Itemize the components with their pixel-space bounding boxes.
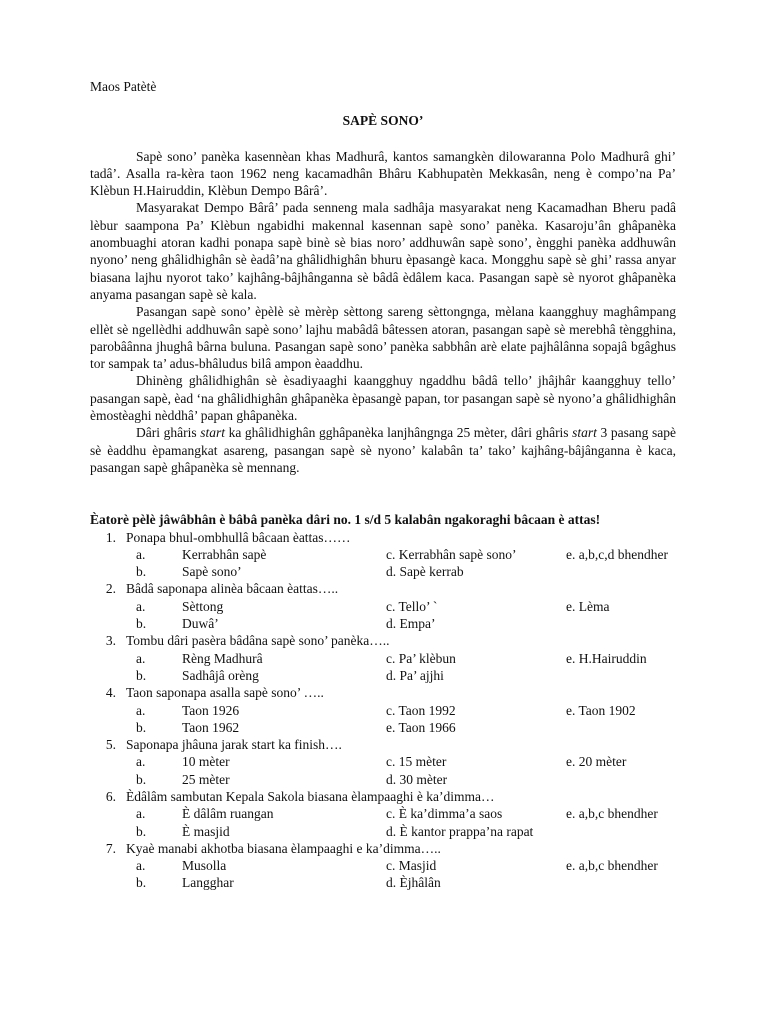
options-row-2 (90, 823, 676, 840)
option-letter: a. (136, 754, 146, 770)
option-c: c. Kerrabhân sapè sono’ (386, 546, 517, 562)
option-d: e. Taon 1966 (386, 719, 456, 735)
option-d: d. Pa’ ajjhi (386, 667, 444, 683)
question-3 (90, 632, 676, 649)
question-text: Èdâlâm sambutan Kepala Sakola biasana èlampaaghi è ka’dimma… (126, 788, 495, 804)
options-row-2 (90, 874, 676, 891)
option-d: d. Èjhâlân (386, 875, 441, 891)
option-letter: a. (136, 650, 146, 666)
paragraph-2: Masyarakat Dempo Bârâ’ pada senneng mala sadhâja masyarakat neng Kacamadhan Bheru padâ lèbur saampona Pa’ Klèbun ngabidhi makennal kasennan sapè sono’ panèka. Kasaroju’ân ghâpanèka anombuaghi atoran kadhi ponapa sapè binè sè bias noro’ addhuwân sapè sono’, èngghi panèka addhuwân nyono’ neng ghâlidhighân sè èadâ’na ghâlidhighân bhuru èpasangè kaca. Mongghu sapè sè ghi’ rassa anyar biasana lajhu nyorot tako’ kajhâng-bâjhânganna sè bâdâ èdâlem kaca. Pasangan sapè sè nyorot ghâpanèka anyama pasangan sapè sè kala. (90, 200, 676, 302)
option-e: e. Taon 1902 (566, 702, 636, 718)
question-text: Bâdâ saponapa alinèa bâcaan èattas….. (126, 581, 339, 597)
document-page (90, 78, 676, 892)
instruction: Èatorè pèlè jâwâbhân è bâbâ panèka dâri no. 1 s/d 5 kalabân ngakoraghi bâcaan è attas! (90, 512, 601, 528)
options-row-1 (90, 805, 676, 822)
paragraph-3: Pasangan sapè sono’ èpèlè sè mèrèp sèttong sareng sèttongnga, mèlana kaangghuy maghâmpang ellèt sè ngellèdhi addhuwân sapè sono’ lajhu mabâdâ bâtessen atoran, pasangan sapè sè merebhâ tèngghina, parobâânna jhughâ bârna buluna. Pasangan sapè sono’ panèka sabbhân arè elate pajhâlânna sopajâ bgâghus tor sampak ta’ adus-bhâludus bilâ ampon èaaddhu. (90, 304, 676, 372)
question-1 (90, 529, 676, 546)
option-b: È masjid (182, 823, 230, 839)
paragraph-4: Dhinèng ghâlidhighân sè èsadiyaaghi kaangghuy ngaddhu bâdâ tello’ jhâjhâr kaangghuy tello’ pasangan sapè, èad ‘na ghâlidhighân ghâpanèka èpasangè papan, tor pasangan sapè sè nyono’a ghâlidhighân èmostèaghi nèddhâ’ papan ghâpanèka. (90, 373, 676, 424)
option-e: e. a,b,c bhendher (566, 806, 658, 822)
option-a: Musolla (182, 858, 227, 874)
option-d: d. È kantor prappa’na rapat (386, 823, 534, 839)
options-row-2 (90, 615, 676, 632)
question-7 (90, 840, 676, 857)
question-text: Ponapa bhul-ombhullâ bâcaan èattas…… (126, 529, 351, 545)
question-number: 1. (105, 529, 116, 545)
option-d: d. Sapè kerrab (386, 564, 464, 580)
option-letter: b. (136, 667, 147, 683)
option-c: c. Masjid (386, 858, 437, 874)
options-row-1 (90, 546, 676, 563)
option-letter: a. (136, 702, 146, 718)
option-e: e. a,b,c bhendher (566, 858, 658, 874)
options-row-2 (90, 719, 676, 736)
option-a: Taon 1926 (182, 702, 240, 718)
option-e: e. Lèma (566, 598, 610, 614)
spacer (90, 476, 676, 493)
paragraph-5 (90, 424, 676, 476)
question-text: Saponapa jhâuna jarak start ka finish…. (126, 737, 342, 753)
option-c: c. 15 mèter (386, 754, 447, 770)
question-text: Taon saponapa asalla sapè sono’ ….. (126, 685, 324, 701)
paragraph-5-mid: ka ghâlidhighân gghâpanèka lanjhângnga 25 mèter, dâri ghâris (224, 425, 573, 441)
option-b: Taon 1962 (182, 719, 240, 735)
options-row-1 (90, 598, 676, 615)
question-number: 3. (105, 633, 116, 649)
option-letter: b. (136, 616, 147, 632)
option-b: Duwâ’ (182, 616, 219, 632)
question-number: 5. (105, 737, 116, 753)
option-e: e. H.Hairuddin (566, 650, 647, 666)
option-e: e. 20 mèter (566, 754, 627, 770)
option-letter: b. (136, 564, 147, 580)
paragraph-1: Sapè sono’ panèka kasennèan khas Madhurâ, kantos samangkèn dilowaranna Polo Madhurâ ghi’ tadâ’. Asalla ra-kèra taon 1962 neng kacamadhân Bhâru Kabhupatèn Mekkasân, neng è compo’na Pa’ Klèbun H.Hairuddin, Klèbun Dempo Bârâ’. (90, 148, 676, 199)
option-letter: a. (136, 806, 146, 822)
question-4 (90, 684, 676, 701)
question-list (90, 529, 676, 892)
option-c: c. Taon 1992 (386, 702, 456, 718)
paragraph-5-em-1: start (200, 425, 225, 441)
question-2 (90, 580, 676, 597)
option-letter: a. (136, 598, 146, 614)
question-number: 4. (105, 685, 116, 701)
options-row-2 (90, 563, 676, 580)
option-b: 25 mèter (182, 771, 230, 787)
author-name: Maos Patètè (90, 79, 157, 94)
options-row-1 (90, 753, 676, 770)
question-number: 6. (105, 788, 116, 804)
paragraph-5-post: 3 pasang sapè sè èaddhu èpamangkat asareng, pasangan sapè sè nyono’ kalabân ta’ tako’ kajhâng-bâjânganna è kaca, pasangan sapè ghâpanèka sè mennang. (90, 425, 676, 475)
options-row-1 (90, 702, 676, 719)
option-letter: a. (136, 546, 146, 562)
question-5 (90, 736, 676, 753)
question-number: 2. (105, 581, 116, 597)
option-letter: b. (136, 771, 147, 787)
option-b: Sapè sono’ (182, 564, 242, 580)
options-row-2 (90, 667, 676, 684)
option-b: Sadhâjâ orèng (182, 667, 259, 683)
option-d: d. Empa’ (386, 616, 436, 632)
options-row-2 (90, 771, 676, 788)
option-letter: b. (136, 719, 147, 735)
option-a: È dâlâm ruangan (182, 806, 274, 822)
question-6 (90, 788, 676, 805)
option-letter: b. (136, 875, 147, 891)
option-c: c. Tello’ ` (386, 598, 438, 614)
option-b: Langghar (182, 875, 234, 891)
question-text: Tombu dâri pasèra bâdâna sapè sono’ panèka….. (126, 633, 390, 649)
option-c: c. È ka’dimma’a saos (386, 806, 503, 822)
option-letter: a. (136, 858, 146, 874)
option-a: 10 mèter (182, 754, 230, 770)
document-title: SAPÈ SONO’ (342, 113, 424, 129)
option-d: d. 30 mèter (386, 771, 448, 787)
paragraph-5-em-2: start (572, 425, 597, 441)
option-a: Sèttong (182, 598, 224, 614)
paragraph-5-pre: Dâri ghâris (136, 425, 201, 441)
option-a: Rèng Madhurâ (182, 650, 263, 666)
option-e: e. a,b,c,d bhendher (566, 546, 668, 562)
options-row-1 (90, 650, 676, 667)
option-letter: b. (136, 823, 147, 839)
option-c: c. Pa’ klèbun (386, 650, 456, 666)
option-a: Kerrabhân sapè (182, 546, 267, 562)
options-row-1 (90, 857, 676, 874)
question-text: Kyaè manabi akhotba biasana èlampaaghi e ka’dimma….. (126, 840, 441, 856)
question-number: 7. (105, 840, 116, 856)
